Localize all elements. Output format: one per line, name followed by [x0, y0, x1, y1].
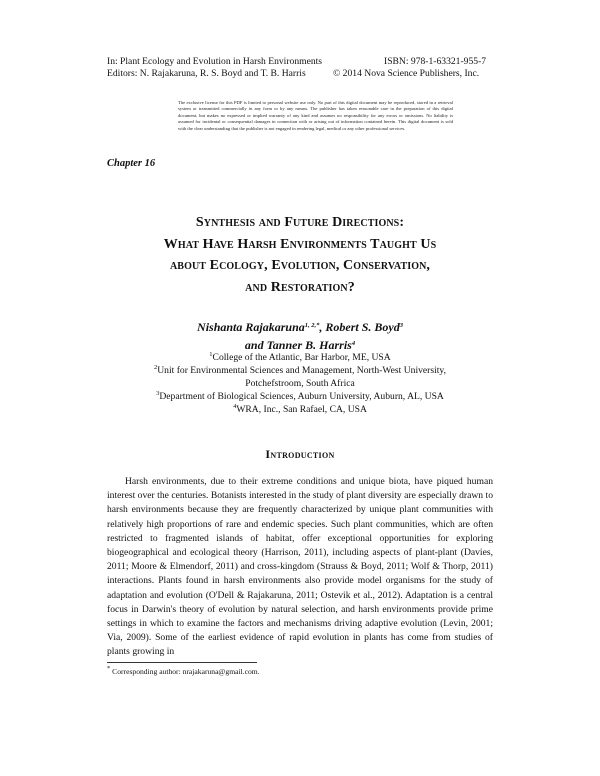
license-notice: The exclusive license for this PDF is limited to personal website use only. No part of this digital document may be reproduced, stored in a retrieval system or transmitted commercially in any form or by any means. The publisher has taken reasonable care in the preparation of this digital document, but makes no expressed or implied warranty of any kind and assumes no responsibility for any errors or omissions. No liability is assumed for incidental or consequential damages in connection with or arising out of information contained herein. This digital document is sold with the clear understanding that the publisher is not engaged in rendering legal, medical or any other professional services. [178, 100, 453, 131]
title-line: about Ecology, Evolution, Conservation, [169, 258, 431, 273]
header-editors: Editors: N. Rajakaruna, R. S. Boyd and T. B. Harris [107, 68, 306, 79]
section-heading: Introduction [265, 447, 335, 461]
affiliation-text: WRA, Inc., San Rafael, CA, USA [236, 404, 367, 415]
affiliation-number: 1 [209, 351, 213, 358]
affiliation-text: College of the Atlantic, Bar Harbor, ME, USA [212, 352, 391, 363]
affiliation-item [107, 377, 493, 390]
author-name: Robert S. Boyd [325, 320, 400, 334]
title-line: and Restoration? [245, 279, 355, 295]
author-affiliation-mark: 1, 2,* [304, 322, 320, 329]
affiliation-text: Department of Biological Sciences, Auburn University, Auburn, AL, USA [159, 391, 444, 402]
author-name: Tanner B. Harris [266, 338, 352, 352]
footnote-mark: * [107, 665, 111, 672]
affiliation-number: 4 [233, 403, 237, 410]
title-line: Synthesis and Future Directions: [195, 215, 405, 230]
header-copyright: © 2014 Nova Science Publishers, Inc. [333, 68, 480, 79]
footnote [107, 667, 260, 677]
author-list [107, 318, 493, 354]
author-affiliation-mark: 4 [351, 340, 356, 347]
affiliation-number: 2 [154, 364, 158, 371]
affiliation-item [107, 351, 493, 364]
affiliation-item [107, 364, 493, 377]
body-paragraph: Harsh environments, due to their extreme conditions and unique biota, have piqued human interest over the centuries. Botanists interested in the study of plant diversity are especially drawn to harsh environments because they are frequently characterized by unique plant communities with relatively high proportions of rare and endemic species. Such plant communities, which are often restricted to fragmented islands of habitat, offer exceptional opportunities for exploring biogeographical and ecological theory (Harrison, 2011), including aspects of plant-plant (Davies, 2011; Moore & Elmendorf, 2011) and cross-kingdom (Strauss & Boyd, 2011; Wolf & Thorp, 2011) interactions. Plants found in harsh environments also provide model organisms for the study of adaptation and evolution (O'Dell & Rajakaruna, 2011; Ostevik et al., 2012). Adaptation is a central focus in Darwin's theory of evolution by natural selection, and harsh environments provide prime settings in which to examine the factors and mechanisms driving adaptive evolution (Levin, 2001; Via, 2009). Some of the earliest evidence of rapid evolution in plants has come from studies of plants growing in [107, 476, 493, 658]
affiliation-number: 3 [156, 390, 160, 397]
header-isbn: ISBN: 978-1-63321-955-7 [384, 56, 487, 67]
author-affiliation-mark: 3 [399, 322, 403, 329]
author-name: Nishanta Rajakaruna [197, 320, 305, 334]
author-separator: , [319, 320, 326, 334]
title-line: What Have Harsh Environments Taught Us [163, 236, 437, 252]
affiliation-list [107, 351, 493, 416]
header-book-title: In: Plant Ecology and Evolution in Harsh Environments [107, 56, 323, 67]
chapter-label: Chapter 16 [107, 158, 156, 169]
affiliation-text: Potchefstroom, South Africa [245, 378, 355, 389]
affiliation-item [107, 403, 493, 416]
chapter-title [107, 212, 493, 298]
footnote-text: Corresponding author: nrajakaruna@gmail.com. [112, 667, 260, 676]
author-conjunction: and [244, 338, 267, 352]
affiliation-text: Unit for Environmental Sciences and Management, North-West University, [157, 365, 446, 376]
affiliation-item [107, 390, 493, 403]
footnote-divider [107, 662, 257, 663]
